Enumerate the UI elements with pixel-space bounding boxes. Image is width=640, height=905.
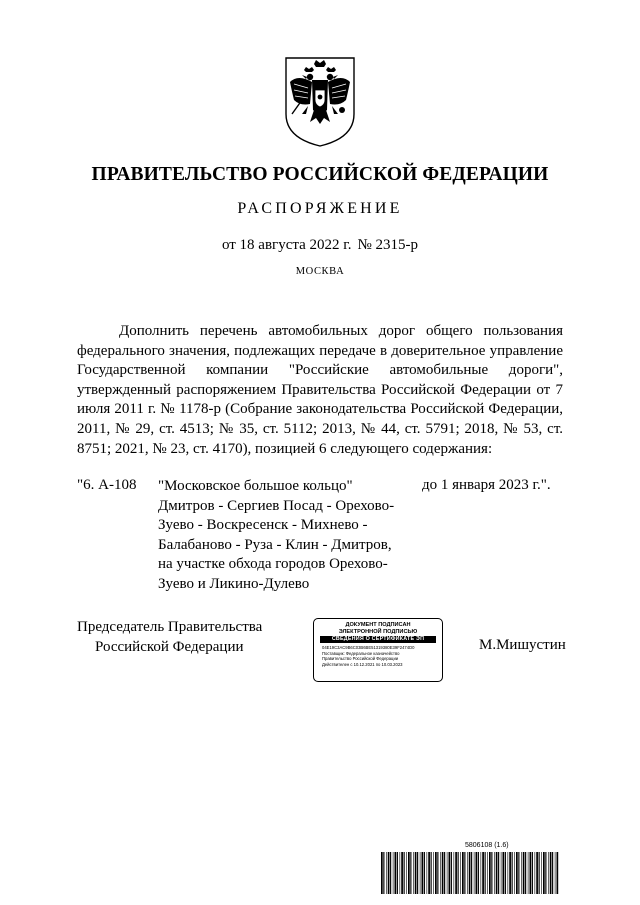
body-line: № 53, ст. 8751; 2021, № 23, ст. 4170), позицией 6 следующего содержания: xyxy=(77,420,563,457)
order-body xyxy=(77,322,563,459)
coat-of-arms-icon xyxy=(280,52,360,148)
position-road-description xyxy=(158,477,408,595)
stamp-certificate-header: СВЕДЕНИЯ О СЕРТИФИКАТЕ ЭП xyxy=(320,636,436,643)
body-line: федерального значения, подлежащих передаче в доверительное управление xyxy=(77,342,563,359)
stamp-issuer: Поставщик: Федеральное казначейство xyxy=(322,650,400,656)
stamp-validity: Действителен с 10.12.2021 по 10.03.2023 xyxy=(322,661,403,667)
road-line: Зуево и Ликино-Дулево xyxy=(158,575,310,592)
position-deadline: до 1 января 2023 г.". xyxy=(422,477,551,493)
document-type: РАСПОРЯЖЕНИЕ xyxy=(237,200,403,217)
position-number: "6. А-108 xyxy=(77,477,137,493)
stamp-line2: ЭЛЕКТРОННОЙ ПОДПИСЬЮ xyxy=(338,628,418,635)
stamp-line1: ДОКУМЕНТ ПОДПИСАН xyxy=(345,622,411,628)
government-title: ПРАВИТЕЛЬСТВО РОССИЙСКОЙ ФЕДЕРАЦИИ xyxy=(91,164,549,185)
body-line: Дополнить перечень автомобильных дорог общего пользования xyxy=(119,323,563,339)
body-line: Государственной компании "Российские автомобильные дороги", xyxy=(77,362,563,379)
road-line: Дмитров - Сергиев Посад - Орехово- xyxy=(158,497,395,514)
signatory-title-line2: Российской Федерации xyxy=(95,638,244,655)
signatory-title xyxy=(77,618,262,657)
signatory-name: М.Мишустин xyxy=(479,637,566,653)
stamp-serial: 04E19C3AC9B6C03B6BE51319380E39F2474D0 xyxy=(322,645,415,651)
electronic-signature-stamp xyxy=(313,618,443,682)
road-line: Балабаново - Руза - Клин - Дмитров, xyxy=(158,536,392,553)
stamp-owner: Правительство Российской Федерации xyxy=(322,656,399,662)
road-line: "Московское большое кольцо" xyxy=(158,478,353,494)
signatory-title-line1: Председатель Правительства xyxy=(77,619,263,635)
barcode-number: 5806108 (1.6) xyxy=(465,842,509,849)
document-date: от 18 августа 2022 г. xyxy=(221,237,352,253)
city: МОСКВА xyxy=(295,266,345,277)
document-number: № 2315-р xyxy=(357,237,419,253)
body-line: утвержденный распоряжением Правительства Российской Федерации xyxy=(77,381,532,398)
body-line: от 7 июля 2011 г. № 1178-р (Собрание законодательства Российской xyxy=(77,381,563,418)
body-line: Федерации, 2011, № 29, ст. 4513; № 35, ст. 5112; 2013, № 44, ст. 5791; 2018, xyxy=(77,401,563,437)
road-line: Зуево - Воскресенск - Михнево - xyxy=(158,517,368,534)
document-date-line xyxy=(0,237,640,254)
road-line: на участке обхода городов Орехово- xyxy=(158,556,388,573)
barcode-icon xyxy=(381,852,559,894)
